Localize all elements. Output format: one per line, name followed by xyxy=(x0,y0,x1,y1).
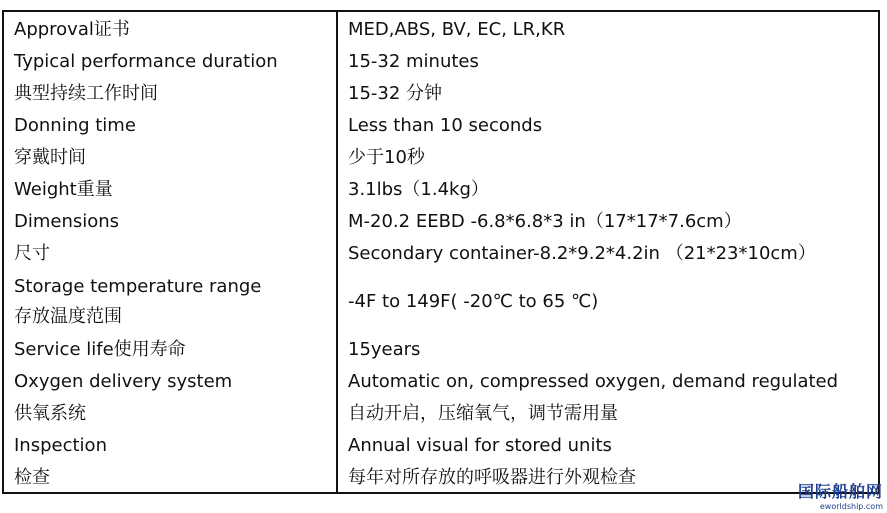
row-label: Service life使用寿命 xyxy=(14,339,186,360)
row-value: M-20.2 EEBD -6.8*6.8*3 in（17*17*7.6cm） xyxy=(348,211,742,232)
row-label-line: 存放温度范围 xyxy=(14,306,122,327)
row-value: 3.1lbs（1.4kg） xyxy=(348,179,489,200)
row-value: MED,ABS, BV, EC, LR,KR xyxy=(348,19,566,40)
watermark-url: eworldship.com xyxy=(819,502,883,511)
row-label: 供氧系统 xyxy=(14,403,86,424)
row-label: Inspection xyxy=(14,435,107,456)
row-label: 穿戴时间 xyxy=(14,147,86,168)
row-value: 自动开启，压缩氧气，调节需用量 xyxy=(348,403,618,424)
row-label xyxy=(14,270,332,334)
row-value: 15-32 minutes xyxy=(348,51,479,72)
table-row xyxy=(4,110,878,142)
row-label: Donning time xyxy=(14,115,136,136)
row-label: Approval证书 xyxy=(14,19,130,40)
row-value: -4F to 149F( -20℃ to 65 ℃) xyxy=(348,291,599,312)
table-row xyxy=(4,462,878,494)
row-value: 15-32 分钟 xyxy=(348,83,443,104)
row-label: Oxygen delivery system xyxy=(14,371,233,392)
table-row xyxy=(4,206,878,238)
row-label: Typical performance duration xyxy=(14,51,278,72)
row-label-line: Storage temperature range xyxy=(14,276,262,297)
table-row xyxy=(4,366,878,398)
table-row xyxy=(4,334,878,366)
table-row xyxy=(4,14,878,46)
table-row xyxy=(4,238,878,270)
table-row xyxy=(4,398,878,430)
row-value: Secondary container-8.2*9.2*4.2in （21*23*10cm） xyxy=(348,243,816,264)
table-row xyxy=(4,142,878,174)
watermark-title: 国际船舶网 xyxy=(797,482,883,501)
row-label: Weight重量 xyxy=(14,179,113,200)
table-row xyxy=(4,430,878,462)
row-value: Automatic on, compressed oxygen, demand regulated xyxy=(348,371,839,392)
row-value: 每年对所存放的呼吸器进行外观检查 xyxy=(348,467,636,488)
row-label: 尺寸 xyxy=(14,243,50,264)
table-row xyxy=(4,270,878,334)
table-row xyxy=(4,174,878,206)
row-value: Less than 10 seconds xyxy=(348,115,543,136)
row-value: Annual visual for stored units xyxy=(348,435,612,456)
site-watermark xyxy=(798,479,883,511)
row-label: Dimensions xyxy=(14,211,120,232)
row-value: 15years xyxy=(348,339,421,360)
spec-table xyxy=(2,10,880,494)
row-label: 典型持续工作时间 xyxy=(14,83,158,104)
table-row xyxy=(4,46,878,78)
row-label: 检查 xyxy=(14,467,50,488)
table-row xyxy=(4,78,878,110)
row-value: 少于10秒 xyxy=(348,147,425,168)
